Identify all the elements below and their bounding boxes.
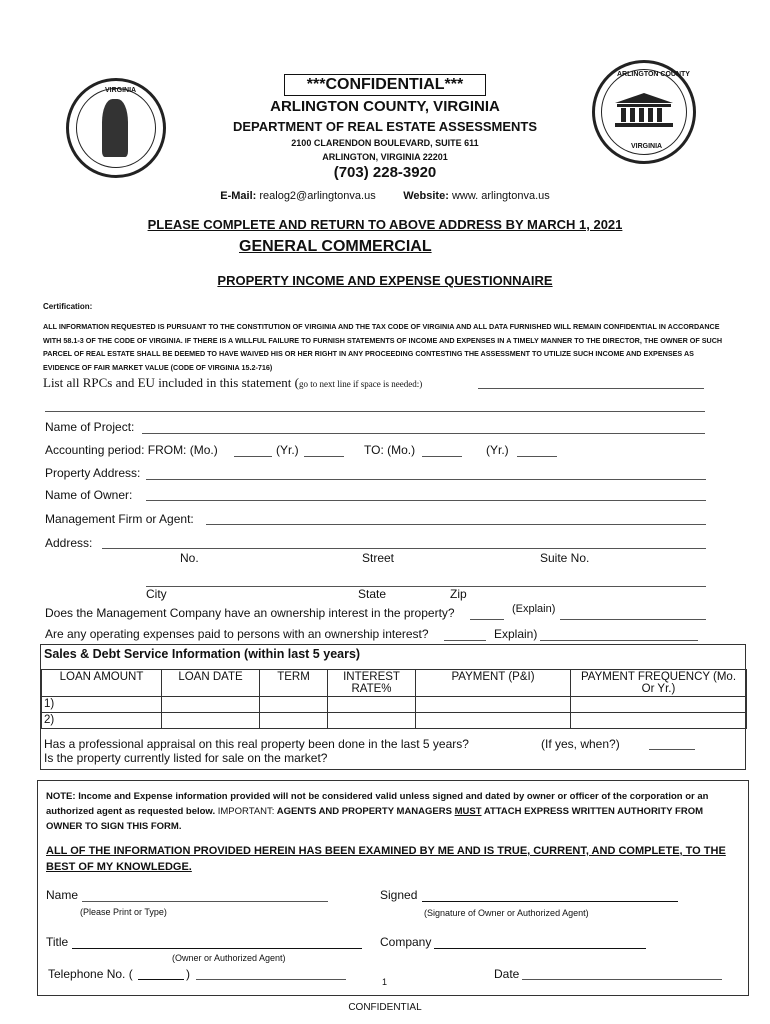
contact-line bbox=[0, 190, 770, 202]
appraisal-question: Has a professional appraisal on this real property been done in the last 5 years? bbox=[44, 737, 469, 751]
signature-section bbox=[37, 780, 749, 996]
seal-left-text: VIRGINIA bbox=[105, 87, 137, 94]
opex-question: Are any operating expenses paid to persons with an ownership interest? bbox=[45, 627, 429, 641]
row-2-cell[interactable] bbox=[416, 713, 571, 729]
date-label: Date bbox=[494, 967, 520, 981]
name-label: Name bbox=[46, 888, 79, 902]
email-label: E-Mail: bbox=[220, 190, 257, 202]
explain-line-1[interactable] bbox=[560, 619, 706, 620]
name-line[interactable] bbox=[82, 901, 328, 902]
col-loan-date: LOAN DATE bbox=[162, 670, 260, 697]
signature-hint: (Signature of Owner or Authorized Agent) bbox=[424, 908, 589, 918]
rpcs-hint: go to next line if space is needed:) bbox=[299, 379, 423, 389]
address-label: Address: bbox=[45, 536, 93, 550]
name-hint: (Please Print or Type) bbox=[80, 907, 167, 917]
mgmt-line[interactable] bbox=[206, 524, 706, 525]
deadline-notice: PLEASE COMPLETE AND RETURN TO ABOVE ADDRESS BY MARCH 1, 2021 bbox=[147, 217, 623, 232]
telephone-close: ) bbox=[186, 967, 190, 981]
explain-label-2: Explain) bbox=[494, 627, 538, 641]
title-hint: (Owner or Authorized Agent) bbox=[172, 953, 286, 963]
col-interest-rate: INTEREST RATE% bbox=[328, 670, 416, 697]
from-month-line[interactable] bbox=[234, 456, 272, 457]
area-code-line[interactable] bbox=[138, 979, 184, 980]
website-label: Website: bbox=[403, 190, 449, 202]
col-loan-amount: LOAN AMOUNT bbox=[42, 670, 162, 697]
project-label: Name of Project: bbox=[45, 420, 135, 434]
property-address-line[interactable] bbox=[146, 479, 706, 480]
owner-label: Name of Owner: bbox=[45, 488, 133, 502]
table-row bbox=[42, 697, 747, 713]
street-no-label: No. bbox=[180, 551, 199, 565]
address-line[interactable] bbox=[102, 548, 706, 549]
title-label: Title bbox=[46, 935, 69, 949]
rpcs-input-line-2[interactable] bbox=[45, 411, 705, 412]
table-row bbox=[42, 713, 747, 729]
state-label: State bbox=[358, 587, 387, 601]
street-label: Street bbox=[362, 551, 395, 565]
to-month-label: TO: (Mo.) bbox=[364, 443, 416, 457]
row-1-label: 1) bbox=[42, 697, 162, 713]
affirmation-text: ALL OF THE INFORMATION PROVIDED HEREIN HAS BEEN EXAMINED BY ME AND IS TRUE, CURRENT, AND COMPLETE, TO THE BEST OF MY KNOWLEDGE. bbox=[46, 845, 726, 873]
signature-line[interactable] bbox=[422, 901, 678, 902]
to-month-line[interactable] bbox=[422, 456, 462, 457]
rpcs-label bbox=[43, 375, 422, 391]
note-text bbox=[46, 789, 736, 834]
confidential-banner: ***CONFIDENTIAL*** bbox=[284, 74, 486, 96]
rpcs-input-line[interactable] bbox=[478, 388, 704, 389]
owner-line[interactable] bbox=[146, 500, 706, 501]
row-2-label: 2) bbox=[42, 713, 162, 729]
zip-label: Zip bbox=[450, 587, 467, 601]
department-title: DEPARTMENT OF REAL ESTATE ASSESSMENTS bbox=[232, 119, 538, 134]
city-state-zip-line[interactable] bbox=[146, 586, 706, 587]
row-1-cell[interactable] bbox=[328, 697, 416, 713]
row-1-cell[interactable] bbox=[260, 697, 328, 713]
to-year-line[interactable] bbox=[517, 456, 557, 457]
certification-label: Certification: bbox=[43, 302, 93, 311]
explain-line-2[interactable] bbox=[540, 640, 698, 641]
property-address-label: Property Address: bbox=[45, 466, 141, 480]
company-label: Company bbox=[380, 935, 432, 949]
row-1-cell[interactable] bbox=[416, 697, 571, 713]
row-2-cell[interactable] bbox=[571, 713, 747, 729]
form-type: GENERAL COMMERCIAL bbox=[239, 238, 432, 255]
if-yes-label: (If yes, when?) bbox=[541, 737, 620, 751]
form-title: PROPERTY INCOME AND EXPENSE QUESTIONNAIRE bbox=[217, 273, 553, 288]
rpcs-main: List all RPCs and EU included in this statement ( bbox=[43, 375, 300, 390]
footer-confidential: CONFIDENTIAL bbox=[348, 1002, 422, 1013]
from-year-line[interactable] bbox=[304, 456, 344, 457]
from-year-label: (Yr.) bbox=[276, 443, 299, 457]
note-must: MUST bbox=[454, 806, 482, 817]
date-line[interactable] bbox=[522, 979, 722, 980]
seal-right-bottom-text: VIRGINIA bbox=[631, 143, 663, 150]
sales-debt-section bbox=[40, 644, 746, 770]
address-line-1: 2100 CLARENDON BOULEVARD, SUITE 611 bbox=[291, 138, 479, 148]
city-label: City bbox=[146, 587, 167, 601]
phone-number: (703) 228-3920 bbox=[333, 164, 437, 181]
county-title: ARLINGTON COUNTY, VIRGINIA bbox=[270, 98, 500, 115]
note-agents: AGENTS AND PROPERTY MANAGERS bbox=[276, 806, 452, 817]
note-important: IMPORTANT: bbox=[217, 806, 275, 817]
accounting-period-label: Accounting period: FROM: (Mo.) bbox=[45, 443, 218, 457]
appraisal-when-line[interactable] bbox=[649, 749, 695, 750]
ownership-answer-line[interactable] bbox=[470, 619, 504, 620]
company-line[interactable] bbox=[434, 948, 646, 949]
telephone-line[interactable] bbox=[196, 979, 346, 980]
seal-right-top-text: ARLINGTON COUNTY bbox=[617, 71, 690, 78]
row-2-cell[interactable] bbox=[328, 713, 416, 729]
col-term: TERM bbox=[260, 670, 328, 697]
certification-text: ALL INFORMATION REQUESTED IS PURSUANT TO THE CONSTITUTION OF VIRGINIA AND THE TAX CODE OF VIRGINIA AND ALL DATA FURNISHED WILL REMAIN CONFIDENTIAL IN ACCORDANCE WITH 58.1-3 OF THE CODE OF VIRGINIA. IF THERE IS A WILLFUL FAILURE TO FURNISH STATEMENTS OF INCOME AND EXPENSES IN A TIMELY MANNER TO THE DIRECTOR, THE OWNER OF SUCH PARCEL OF REAL ESTATE SHALL BE DEEMED TO HAVE WAIVED HIS OR HER RIGHT IN ANY PROCEEDING CONTESTING THE ASSESSMENT TO UTILIZE SUCH INCOME AND EXPENSES AS EVIDENCE OF FAIR MARKET VALUE (CODE OF VIRGINIA 15.2-716) bbox=[43, 322, 723, 372]
row-1-cell[interactable] bbox=[162, 697, 260, 713]
telephone-label: Telephone No. ( bbox=[48, 967, 133, 981]
row-1-cell[interactable] bbox=[571, 697, 747, 713]
opex-answer-line[interactable] bbox=[444, 640, 486, 641]
row-2-cell[interactable] bbox=[260, 713, 328, 729]
note-lead: NOTE: Income and Expense information provided will not be considered valid unless signed and dated by owner or officer of the corporation or an authorized agent as requested below. bbox=[46, 791, 709, 817]
mgmt-label: Management Firm or Agent: bbox=[45, 512, 194, 526]
to-year-label: (Yr.) bbox=[486, 443, 509, 457]
sales-title: Sales & Debt Service Information (within last 5 years) bbox=[44, 647, 361, 661]
email: realog2@arlingtonva.us bbox=[259, 190, 376, 202]
page-number: 1 bbox=[382, 977, 388, 987]
row-2-cell[interactable] bbox=[162, 713, 260, 729]
suite-label: Suite No. bbox=[540, 551, 590, 565]
signed-label: Signed bbox=[380, 888, 418, 902]
loans-table bbox=[41, 669, 747, 729]
col-payment-frequency: PAYMENT FREQUENCY (Mo. Or Yr.) bbox=[571, 670, 747, 697]
website: www. arlingtonva.us bbox=[451, 190, 550, 202]
title-line[interactable] bbox=[72, 948, 362, 949]
listed-question: Is the property currently listed for sale on the market? bbox=[44, 751, 328, 765]
col-payment: PAYMENT (P&I) bbox=[416, 670, 571, 697]
address-line-2: ARLINGTON, VIRGINIA 22201 bbox=[322, 152, 448, 162]
project-input-line[interactable] bbox=[142, 433, 705, 434]
ownership-question: Does the Management Company have an ownership interest in the property? bbox=[45, 606, 455, 620]
explain-label-1: (Explain) bbox=[512, 603, 556, 615]
note-tail: ATTACH EXPRESS WRITTEN AUTHORITY FROM OWNER TO SIGN THIS FORM. bbox=[46, 806, 704, 832]
